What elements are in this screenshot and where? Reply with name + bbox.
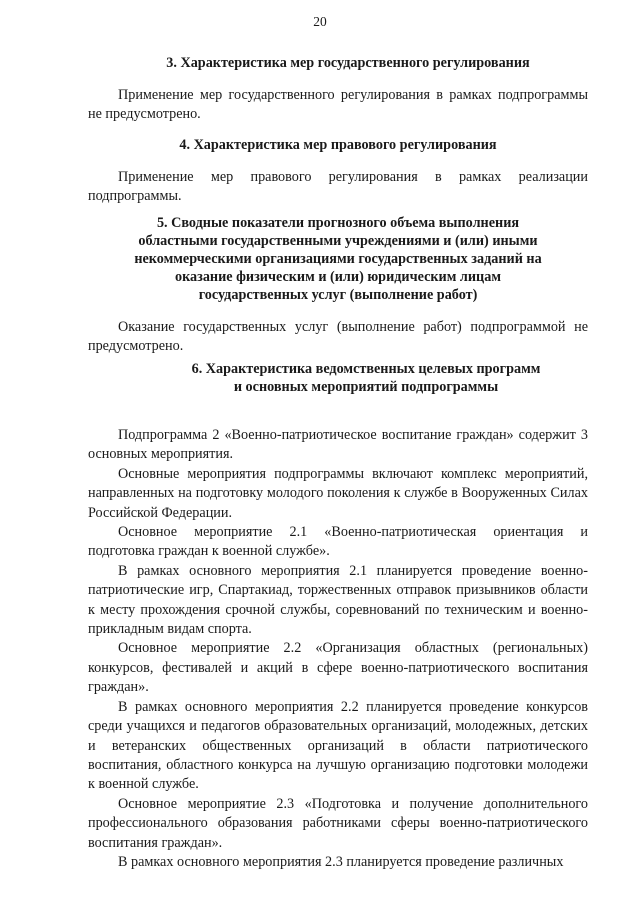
section-5-heading-line: государственных услуг (выполнение работ) [198,287,478,303]
section-4 [88,136,588,207]
section-5-heading-line: 5. Сводные показатели прогнозного объема выполнения [156,215,520,231]
section-5-heading [88,214,588,304]
section-5-paragraph: Оказание государственных услуг (выполнение работ) подпрограммой не предусмотрено. [88,319,588,355]
section-4-paragraph: Применение мер правового регулирования в рамках реализации подпрограммы. [88,169,588,205]
section-6 [88,360,588,872]
section-3-paragraph: Применение мер государственного регулирования в рамках подпрограммы не предусмотрено. [88,87,588,123]
section-4-heading: 4. Характеристика мер правового регулирования [179,137,497,153]
page-number: 20 [313,14,327,29]
section-6-paragraph: В рамках основного мероприятия 2.3 планируется проведение различных [118,853,564,870]
section-6-body [88,426,588,872]
section-5-heading-line: оказание физическим и (или) юридическим лицам [174,269,501,285]
section-6-heading-line: и основных мероприятий подпрограммы [233,379,499,395]
section-3-heading: 3. Характеристика мер государственного регулирования [166,55,530,71]
section-6-paragraph: Подпрограмма 2 «Военно-патриотическое воспитание граждан» содержит 3 основных мероприятия. [88,427,588,463]
section-6-paragraph: Основное мероприятие 2.3 «Подготовка и получение дополнительного профессионального образования работниками сферы военно-патриотического воспитания граждан». [88,795,588,851]
section-6-paragraph: Основное мероприятие 2.2 «Организация областных (региональных) конкурсов, фестивалей и акций в сфере военно-патриотического воспитания граждан». [88,640,588,696]
section-6-paragraph: Основное мероприятие 2.1 «Военно-патриотическая ориентация и подготовка граждан к военной службе». [88,524,588,560]
section-6-heading-line: 6. Характеристика ведомственных целевых программ [191,361,541,377]
section-6-paragraph: В рамках основного мероприятия 2.1 планируется проведение военно-патриотические игр, Спартакиад, торжественных отправок призывников области к месту прохождения срочной службы, соревнований по техническим и военно-прикладным видам спорта. [88,562,588,638]
section-5-heading-line: областными государственными учреждениями и (или) иными [138,233,538,249]
section-6-paragraph: Основные мероприятия подпрограммы включают комплекс мероприятий, направленных на подготовку молодого поколения к службе в Вооруженных Силах Российской Федерации. [88,465,588,521]
section-5-heading-line: некоммерческими организациями государственных заданий на [134,251,542,267]
section-3 [88,54,588,125]
section-6-paragraph: В рамках основного мероприятия 2.2 планируется проведение конкурсов среди учащихся и педагогов образовательных организаций, молодежных, детских и ветеранских общественных организаций в области патриотического воспитания, областного конкурса на лучшую организацию подготовки молодежи к военной службе. [88,698,588,793]
section-5 [88,214,588,357]
section-6-heading [88,360,588,396]
